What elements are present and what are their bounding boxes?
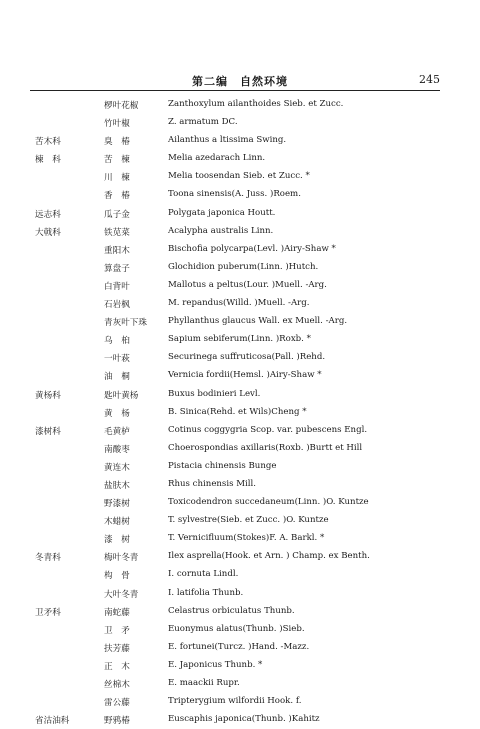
- species-row: [0, 621, 480, 639]
- species-list: [0, 96, 480, 729]
- family-name: 冬青科: [35, 553, 61, 564]
- chinese-name: 一叶萩: [104, 354, 130, 365]
- running-header: [30, 73, 440, 87]
- species-row: [0, 494, 480, 512]
- species-row: [0, 603, 480, 621]
- header-rule: [30, 90, 440, 91]
- latin-name: E. fortunei(Turcz. )Hand. -Mazz.: [168, 641, 310, 652]
- latin-name: Euscaphis japonica(Thunb. )Kahitz: [168, 714, 320, 725]
- latin-name: Cotinus coggygria Scop. var. pubescens Engl.: [168, 424, 368, 435]
- latin-name: T. Vernicifluum(Stokes)F. A. Barkl. *: [168, 533, 325, 544]
- chinese-name: 臭 椿: [104, 137, 130, 148]
- latin-name: B. Sinica(Rehd. et Wils)Cheng *: [168, 406, 307, 417]
- chinese-name: 漆 树: [104, 535, 130, 546]
- latin-name: Securinega suffruticosa(Pall. )Rehd.: [168, 352, 326, 363]
- species-row: [0, 530, 480, 548]
- chinese-name: 青灰叶下珠: [104, 318, 147, 329]
- page-number: 245: [419, 73, 440, 86]
- family-name: 省沽油科: [35, 716, 70, 727]
- chinese-name: 梅叶冬青: [104, 553, 139, 564]
- chapter-title: 第二编 自然环境: [192, 75, 288, 88]
- species-row: [0, 186, 480, 204]
- latin-name: Rhus chinensis Mill.: [168, 478, 257, 489]
- species-row: [0, 639, 480, 657]
- latin-name: Acalypha australis Linn.: [168, 225, 274, 236]
- chinese-name: 铁苋菜: [104, 227, 130, 238]
- latin-name: I. latifolia Thunb.: [168, 587, 244, 598]
- latin-name: Choerospondias axillaris(Roxb. )Burtt et Hill: [168, 442, 363, 453]
- species-row: [0, 259, 480, 277]
- species-row: [0, 168, 480, 186]
- chinese-name: 扶芳藤: [104, 643, 130, 654]
- chinese-name: 南蛇藤: [104, 607, 130, 618]
- chinese-name: 算盘子: [104, 263, 130, 274]
- chinese-name: 川 楝: [104, 173, 130, 184]
- species-row: [0, 349, 480, 367]
- chinese-name: 香 椿: [104, 191, 130, 202]
- latin-name: Mallotus a peltus(Lour. )Muell. -Arg.: [168, 279, 327, 290]
- species-row: [0, 440, 480, 458]
- chinese-name: 重阳木: [104, 245, 130, 256]
- chinese-name: 油 桐: [104, 372, 130, 383]
- species-row: [0, 566, 480, 584]
- chinese-name: 正 木: [104, 661, 130, 672]
- species-row: [0, 150, 480, 168]
- latin-name: Ailanthus a ltissima Swing.: [168, 135, 287, 146]
- chinese-name: 雷公藤: [104, 698, 130, 709]
- species-row: [0, 223, 480, 241]
- species-row: [0, 295, 480, 313]
- latin-name: Celastrus orbiculatus Thunb.: [168, 605, 295, 616]
- species-row: [0, 331, 480, 349]
- species-row: [0, 386, 480, 404]
- chinese-name: 匙叶黄杨: [104, 390, 139, 401]
- latin-name: T. sylvestre(Sieb. et Zucc. )O. Kuntze: [168, 515, 329, 526]
- species-row: [0, 458, 480, 476]
- chinese-name: 竹叶椒: [104, 119, 130, 130]
- latin-name: Melia azedarach Linn.: [168, 153, 266, 164]
- chinese-name: 黄连木: [104, 462, 130, 473]
- chinese-name: 椤叶花椒: [104, 101, 139, 111]
- chinese-name: 毛黄栌: [104, 426, 130, 437]
- latin-name: Glochidion puberum(Linn. )Hutch.: [168, 261, 319, 272]
- species-row: [0, 548, 480, 566]
- species-row: [0, 512, 480, 530]
- species-row: [0, 313, 480, 331]
- species-row: [0, 241, 480, 259]
- family-name: 黄杨科: [35, 390, 61, 401]
- chinese-name: 黄 杨: [104, 408, 130, 419]
- chinese-name: 野鸦椿: [104, 716, 130, 727]
- latin-name: Euonymus alatus(Thunb. )Sieb.: [168, 623, 305, 634]
- family-name: 卫矛科: [35, 607, 61, 618]
- latin-name: Tripterygium wilfordii Hook. f.: [168, 696, 302, 707]
- chinese-name: 南酸枣: [104, 444, 130, 455]
- species-row: [0, 422, 480, 440]
- latin-name: Pistacia chinensis Bunge: [168, 460, 277, 471]
- latin-name: Bischofia polycarpa(Levl. )Airy-Shaw *: [168, 243, 336, 254]
- latin-name: Buxus bodinieri Levl.: [168, 388, 261, 399]
- latin-name: Vernicia fordii(Hemsl. )Airy-Shaw *: [168, 370, 322, 381]
- species-row: [0, 277, 480, 295]
- chinese-name: 构 骨: [104, 571, 130, 582]
- chinese-name: 大叶冬青: [104, 589, 139, 600]
- latin-name: E. maackii Rupr.: [168, 678, 240, 688]
- family-name: 楝 科: [35, 155, 61, 166]
- chinese-name: 卫 矛: [104, 625, 130, 636]
- chinese-name: 野漆树: [104, 499, 130, 510]
- species-row: [0, 205, 480, 223]
- species-row: [0, 675, 480, 693]
- chinese-name: 丝棉木: [104, 680, 130, 690]
- latin-name: Polygata japonica Houtt.: [168, 207, 276, 218]
- latin-name: E. Japonicus Thunb. *: [168, 659, 263, 670]
- chinese-name: 苦 楝: [104, 155, 130, 166]
- chinese-name: 石岩枫: [104, 300, 130, 311]
- latin-name: Ilex asprella(Hook. et Arn. ) Champ. ex Benth.: [168, 551, 370, 562]
- species-row: [0, 96, 480, 114]
- latin-name: Zanthoxylum ailanthoides Sieb. et Zucc.: [168, 99, 344, 109]
- latin-name: Sapium sebiferum(Linn. )Roxb. *: [168, 334, 311, 345]
- latin-name: Toxicodendron succedaneum(Linn. )O. Kuntze: [168, 497, 369, 508]
- species-row: [0, 404, 480, 422]
- species-row: [0, 711, 480, 729]
- family-name: 苦木科: [35, 137, 61, 148]
- latin-name: I. cornuta Lindl.: [168, 569, 239, 580]
- family-name: 漆树科: [35, 426, 61, 437]
- species-row: [0, 693, 480, 711]
- latin-name: Toona sinensis(A. Juss. )Roem.: [168, 189, 301, 200]
- chinese-name: 木蜡树: [104, 517, 130, 528]
- species-row: [0, 585, 480, 603]
- family-name: 大戟科: [35, 227, 61, 238]
- species-row: [0, 132, 480, 150]
- latin-name: Phyllanthus glaucus Wall. ex Muell. -Arg.: [168, 316, 348, 327]
- species-row: [0, 114, 480, 132]
- chinese-name: 盐肤木: [104, 480, 130, 491]
- chinese-name: 乌 桕: [104, 336, 130, 347]
- species-row: [0, 657, 480, 675]
- chinese-name: 瓜子金: [104, 209, 130, 220]
- latin-name: M. repandus(Willd. )Muell. -Arg.: [168, 298, 310, 309]
- family-name: 远志科: [35, 209, 61, 220]
- chinese-name: 白背叶: [104, 281, 130, 292]
- latin-name: Z. armatum DC.: [168, 117, 238, 128]
- species-row: [0, 367, 480, 385]
- latin-name: Melia toosendan Sieb. et Zucc. *: [168, 171, 310, 182]
- species-row: [0, 476, 480, 494]
